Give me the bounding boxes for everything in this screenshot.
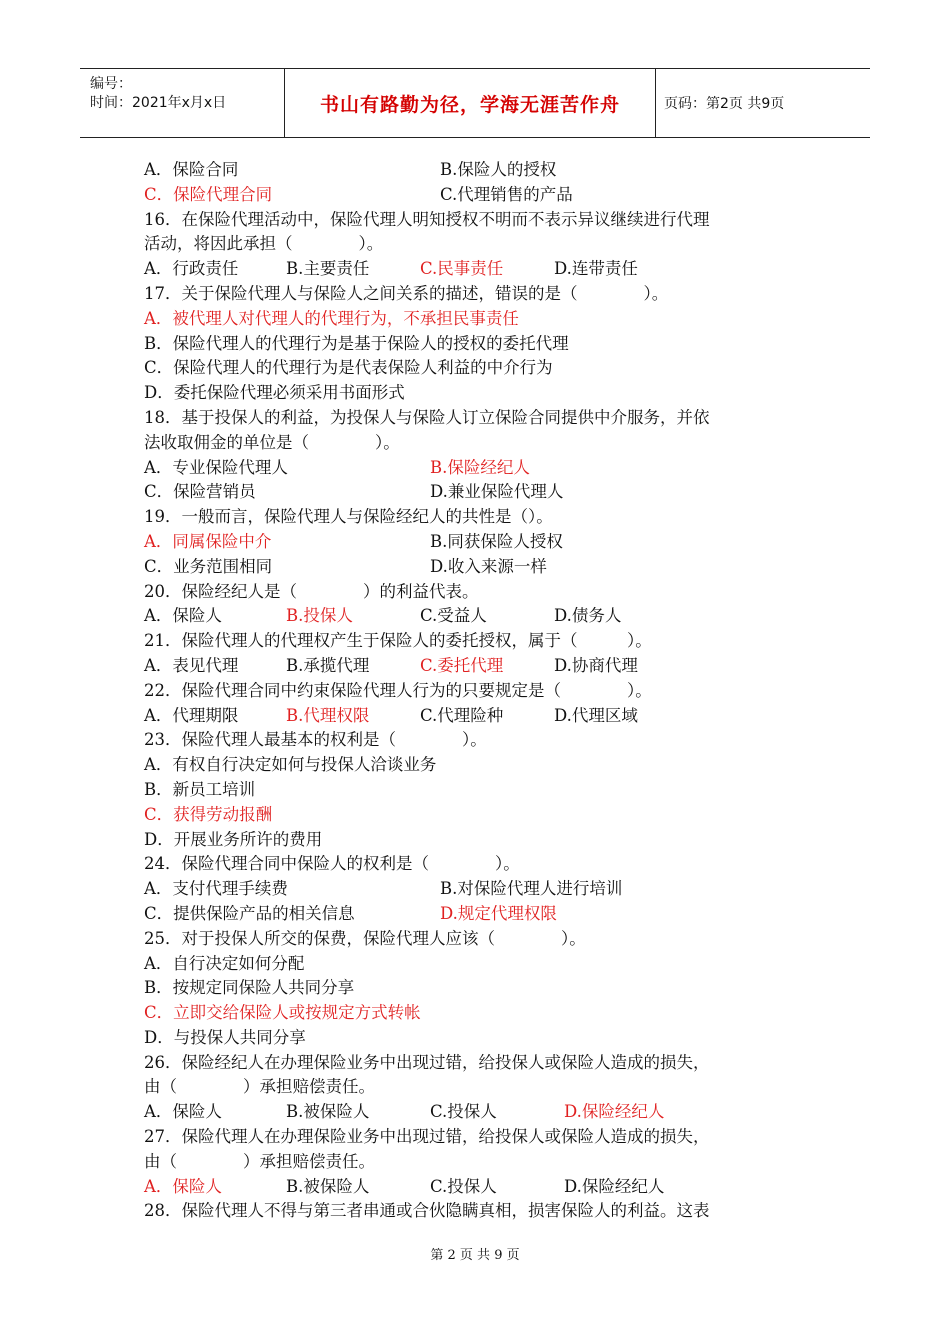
line-text: D．开展业务所许的费用 xyxy=(144,829,323,849)
answer-text: C．立即交给保险人或按规定方式转帐 xyxy=(144,1003,421,1023)
line-text: C.投保人 xyxy=(430,1102,497,1122)
page-footer: 第 2 页 共 9 页 xyxy=(430,1248,520,1263)
text-line xyxy=(144,654,824,679)
line-text: B．新员工培训 xyxy=(144,779,256,799)
answer-text: B.保险经纪人 xyxy=(430,457,530,477)
line-text: B.承揽代理 xyxy=(286,655,370,675)
text-line xyxy=(144,580,824,605)
line-text: A．代理期限 xyxy=(144,705,239,725)
text-line xyxy=(144,1125,824,1150)
line-text: B.被保险人 xyxy=(286,1102,370,1122)
line-text: C．保险代理人的代理行为是代表保险人利益的中介行为 xyxy=(144,358,553,378)
text-line xyxy=(144,1026,824,1051)
line-text: 23．保险代理人最基本的权利是（ ）。 xyxy=(144,730,487,750)
line-text: 25．对于投保人所交的保费，保险代理人应该（ ）。 xyxy=(144,928,586,948)
header-meta xyxy=(80,69,285,137)
text-line xyxy=(144,952,824,977)
line-text: B．保险代理人的代理行为是基于保险人的授权的委托代理 xyxy=(144,333,569,353)
text-line xyxy=(144,828,824,853)
answer-text: B.代理权限 xyxy=(286,705,370,725)
line-text: 19．一般而言，保险代理人与保险经纪人的共性是（）。 xyxy=(144,507,553,527)
text-line xyxy=(144,257,824,282)
line-text: B.同获保险人授权 xyxy=(430,531,563,551)
line-text: C.受益人 xyxy=(420,606,487,626)
answer-text: C．获得劳动报酬 xyxy=(144,804,273,824)
line-text: 18．基于投保人的利益，为投保人与保险人订立保险合同提供中介服务，并依 xyxy=(144,407,710,427)
line-text: D.债务人 xyxy=(554,606,622,626)
line-text: 27．保险代理人在办理保险业务中出现过错，给投保人或保险人造成的损失， xyxy=(144,1127,710,1147)
line-text: C．保险营销员 xyxy=(144,482,256,502)
page-header xyxy=(80,68,870,138)
answer-text: A．同属保险中介 xyxy=(144,531,272,551)
line-text: C.投保人 xyxy=(430,1176,497,1196)
line-text: A．专业保险代理人 xyxy=(144,457,288,477)
text-line xyxy=(144,332,824,357)
text-line xyxy=(144,530,824,555)
text-line xyxy=(144,753,824,778)
line-text: D.协商代理 xyxy=(554,655,638,675)
line-text: D.连带责任 xyxy=(554,259,638,279)
line-text: 28．保险代理人不得与第三者串通或合伙隐瞒真相，损害保险人的利益。这表 xyxy=(144,1201,710,1221)
line-text: B．按规定同保险人共同分享 xyxy=(144,978,355,998)
text-line xyxy=(144,381,824,406)
line-text: B.保险人的授权 xyxy=(440,160,557,179)
line-text: 26．保险经纪人在办理保险业务中出现过错，给投保人或保险人造成的损失， xyxy=(144,1052,710,1072)
line-text: 17．关于保险代理人与保险人之间关系的描述，错误的是（ ）。 xyxy=(144,283,669,303)
text-line xyxy=(144,406,824,431)
text-line xyxy=(144,976,824,1001)
text-line xyxy=(144,852,824,877)
text-line xyxy=(144,282,824,307)
line-text: A．支付代理手续费 xyxy=(144,879,288,899)
text-line xyxy=(144,679,824,704)
text-line xyxy=(144,232,824,257)
serial-label: 编号： xyxy=(90,76,132,92)
answer-text: C.民事责任 xyxy=(420,259,504,279)
answer-text: C．保险代理合同 xyxy=(144,184,273,204)
text-line xyxy=(144,1075,824,1100)
question-content xyxy=(144,158,824,1224)
text-line xyxy=(144,183,824,208)
text-line xyxy=(144,1100,824,1125)
line-text: 20．保险经纪人是（ ）的利益代表。 xyxy=(144,581,479,601)
text-line xyxy=(144,728,824,753)
line-text: 由（ ）承担赔偿责任。 xyxy=(144,1151,375,1171)
text-line xyxy=(144,803,824,828)
text-line xyxy=(144,208,824,233)
line-text: C.代理险种 xyxy=(420,705,504,725)
text-line xyxy=(144,158,824,183)
line-text: D.收入来源一样 xyxy=(430,556,547,576)
line-text: D.代理区域 xyxy=(554,705,638,725)
answer-text: B.投保人 xyxy=(286,606,353,626)
answer-text: A．保险人 xyxy=(144,1176,222,1196)
line-text: D．委托保险代理必须采用书面形式 xyxy=(144,383,405,403)
text-line xyxy=(144,1150,824,1175)
text-line xyxy=(144,555,824,580)
line-text: D.兼业保险代理人 xyxy=(430,482,564,502)
line-text: 21．保险代理人的代理权产生于保险人的委托授权，属于（ ）。 xyxy=(144,631,652,651)
answer-text: D.保险经纪人 xyxy=(564,1102,665,1122)
line-text: A．自行决定如何分配 xyxy=(144,953,305,973)
answer-text: C.委托代理 xyxy=(420,655,504,675)
text-line xyxy=(144,902,824,927)
line-text: B.对保险代理人进行培训 xyxy=(440,879,623,899)
line-text: C．提供保险产品的相关信息 xyxy=(144,903,355,923)
line-text: A．行政责任 xyxy=(144,259,239,279)
text-line xyxy=(144,456,824,481)
line-text: A．保险人 xyxy=(144,1102,222,1122)
line-text: C.代理销售的产品 xyxy=(440,184,573,204)
text-line xyxy=(144,778,824,803)
line-text: 22．保险代理合同中约束保险代理人行为的只要规定是（ ）。 xyxy=(144,680,652,700)
text-line xyxy=(144,505,824,530)
text-line xyxy=(144,604,824,629)
line-text: C．业务范围相同 xyxy=(144,556,273,576)
line-text: D．与投保人共同分享 xyxy=(144,1027,306,1047)
line-text: 24．保险代理合同中保险人的权利是（ ）。 xyxy=(144,854,520,874)
line-text: 法收取佣金的单位是（ ）。 xyxy=(144,432,400,452)
answer-text: D.规定代理权限 xyxy=(440,903,557,923)
header-page-info: 页码：第2页 共9页 xyxy=(664,96,785,112)
line-text: 由（ ）承担赔偿责任。 xyxy=(144,1077,375,1097)
text-line xyxy=(144,480,824,505)
answer-text: A．被代理人对代理人的代理行为，不承担民事责任 xyxy=(144,308,519,328)
header-motto: 书山有路勤为径，学海无涯苦作舟 xyxy=(285,69,656,137)
text-line xyxy=(144,1051,824,1076)
text-line xyxy=(144,1199,824,1224)
time-label: 时间：2021年x月x日 xyxy=(90,95,227,111)
line-text: A．表见代理 xyxy=(144,655,239,675)
line-text: A．保险合同 xyxy=(144,160,239,179)
text-line xyxy=(144,927,824,952)
line-text: A．有权自行决定如何与投保人洽谈业务 xyxy=(144,755,437,775)
text-line xyxy=(144,307,824,332)
line-text: B.主要责任 xyxy=(286,259,370,279)
text-line xyxy=(144,1175,824,1200)
line-text: 活动，将因此承担（ ）。 xyxy=(144,234,384,254)
text-line xyxy=(144,1001,824,1026)
text-line xyxy=(144,704,824,729)
line-text: D.保险经纪人 xyxy=(564,1176,665,1196)
line-text: B.被保险人 xyxy=(286,1176,370,1196)
line-text: A．保险人 xyxy=(144,606,222,626)
line-text: 16．在保险代理活动中，保险代理人明知授权不明而不表示异议继续进行代理 xyxy=(144,209,710,229)
text-line xyxy=(144,877,824,902)
text-line xyxy=(144,356,824,381)
text-line xyxy=(144,431,824,456)
text-line xyxy=(144,629,824,654)
